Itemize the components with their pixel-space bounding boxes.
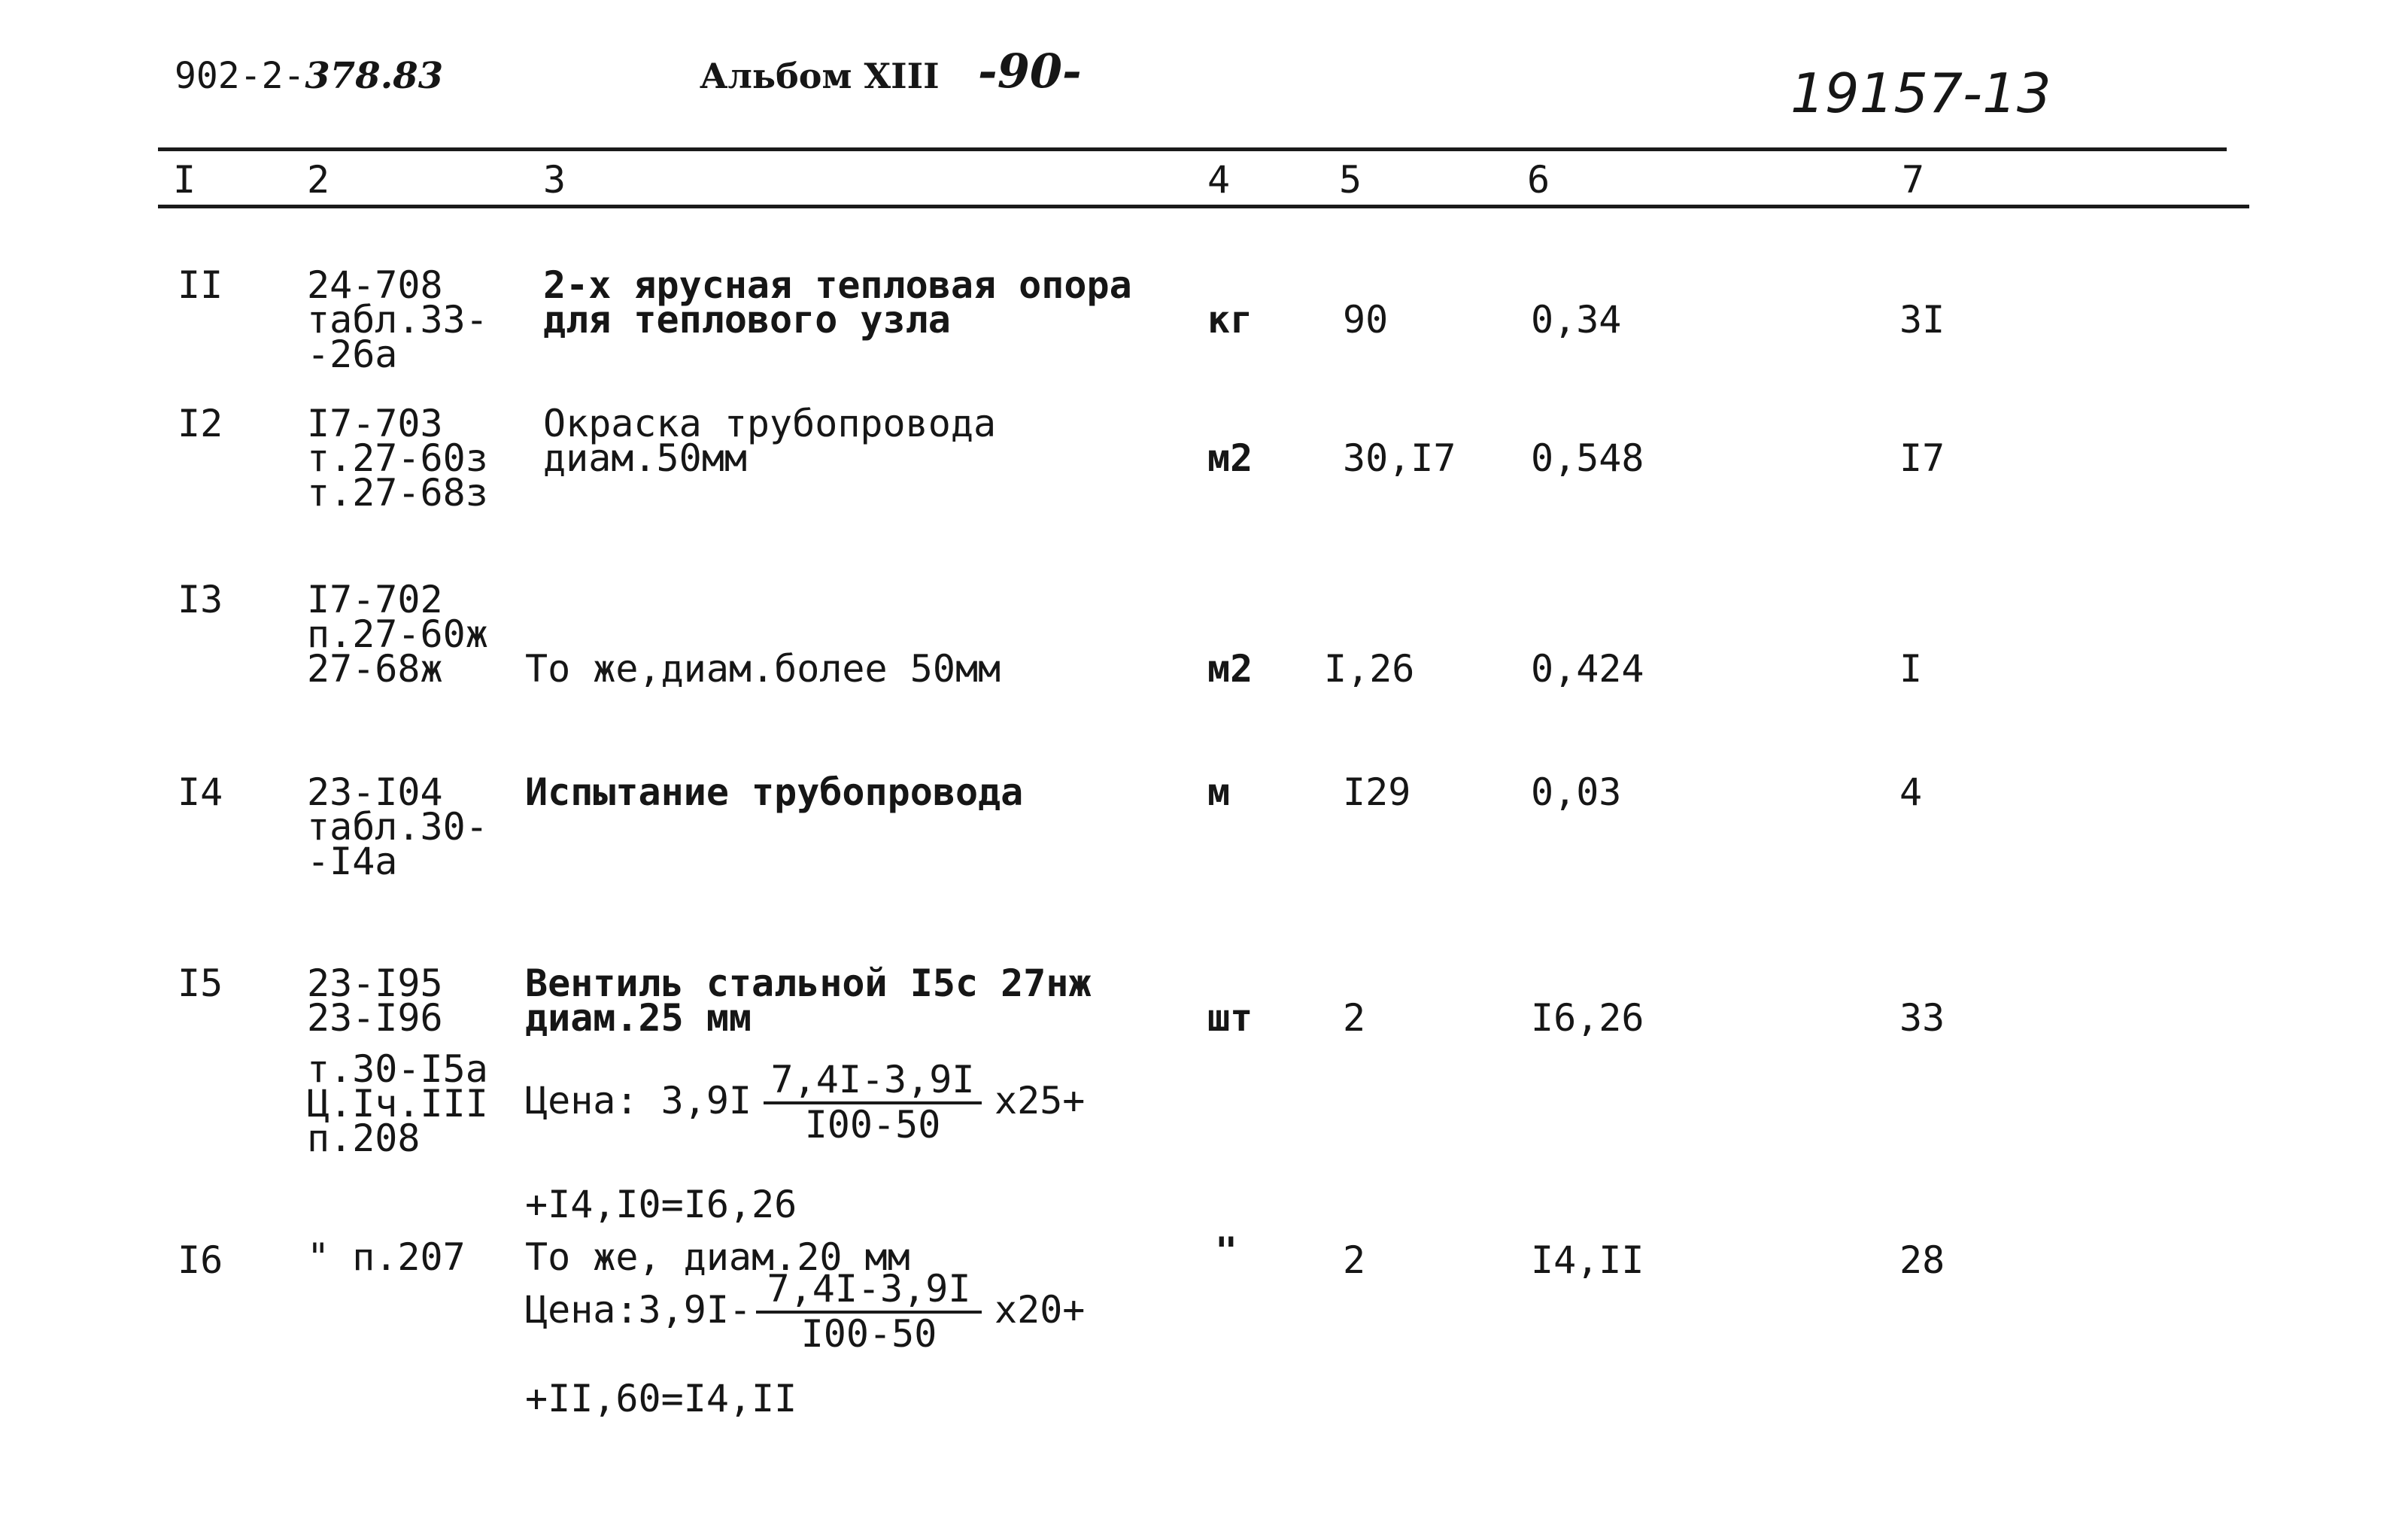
code-line: т.30-I5а [307, 1047, 488, 1091]
album-label: Альбом XIII [700, 56, 940, 96]
column-header-7: 7 [1902, 158, 1925, 202]
code-line: т.27-68з [307, 471, 488, 515]
code-line: I7-702 [307, 578, 443, 621]
column-header-3: 3 [543, 158, 566, 202]
column-header-4: 4 [1207, 158, 1231, 202]
row-number: I2 [178, 402, 223, 445]
column-header-1: I [173, 158, 196, 202]
description-line: диам.25 мм [525, 996, 752, 1040]
code-line: табл.33- [307, 298, 488, 342]
quantity: 90 [1343, 298, 1389, 342]
row-number: I4 [178, 770, 223, 814]
code-line: -I4а [307, 840, 398, 883]
doc-number-prefix: 902-2- [175, 55, 305, 97]
doc-number [175, 55, 444, 97]
doc-number-handwritten: 378.83 [305, 55, 444, 97]
code-line: " п.207 [307, 1235, 466, 1279]
norm-value: 0,03 [1531, 770, 1622, 814]
quantity: 2 [1343, 996, 1366, 1040]
column-header-2: 2 [307, 158, 330, 202]
unit: м2 [1207, 647, 1253, 691]
code-line: 23-I96 [307, 996, 443, 1040]
description-line: 2-х ярусная тепловая опора [543, 263, 1132, 307]
quantity: I,26 [1324, 647, 1415, 691]
description-line: Испытание трубопровода [525, 770, 1024, 814]
quantity: I29 [1343, 770, 1411, 814]
column-header-6: 6 [1527, 158, 1550, 202]
quantity: 30,I7 [1343, 436, 1456, 480]
unit: шт [1207, 996, 1253, 1040]
price-prefix: Цена: 3,9I [525, 1079, 752, 1122]
code-line: -26а [307, 333, 398, 376]
row-number: I6 [178, 1238, 223, 1282]
total-value: 33 [1899, 996, 1945, 1040]
unit: м2 [1207, 436, 1253, 480]
price-prefix: Цена:3,9I- [525, 1288, 752, 1332]
price-suffix: х20+ [994, 1288, 1086, 1332]
total-value: 4 [1899, 770, 1923, 814]
description-line: То же,диам.более 50мм [525, 647, 1001, 691]
total-value: I [1899, 647, 1923, 691]
description-line: диам.50мм [543, 436, 747, 480]
row-number: II [178, 263, 223, 307]
description-line: То же, диам.20 мм [525, 1235, 910, 1279]
norm-value: I6,26 [1531, 996, 1644, 1040]
row-number: I5 [178, 961, 223, 1005]
code-line: 23-I04 [307, 770, 443, 814]
row-number: I3 [178, 578, 223, 621]
fraction-numerator: 7,4I-3,9I [756, 1271, 982, 1314]
sheet-number: 19157-13 [1790, 62, 2051, 125]
price-continuation: +I4,I0=I6,26 [525, 1183, 797, 1226]
description-line: Вентиль стальной I5с 27нж [525, 961, 1092, 1005]
code-line: Ц.Iч.III [307, 1082, 488, 1125]
unit: кг [1207, 298, 1253, 342]
code-line: п.27-60ж [307, 612, 488, 656]
fraction-numerator: 7,4I-3,9I [764, 1062, 982, 1104]
header-bottom-rule [158, 205, 2249, 208]
norm-value: 0,34 [1531, 298, 1622, 342]
fraction-denominator: I00-50 [800, 1312, 937, 1356]
quantity: 2 [1343, 1238, 1366, 1282]
norm-value: 0,424 [1531, 647, 1644, 691]
price-fraction [756, 1267, 982, 1356]
price-suffix: х25+ [994, 1079, 1086, 1122]
column-header-5: 5 [1339, 158, 1362, 202]
description-line: Окраска трубопровода [543, 402, 997, 445]
unit: м [1207, 770, 1231, 814]
code-line: табл.30- [307, 805, 488, 849]
code-line: 24-708 [307, 263, 443, 307]
code-line: п.208 [307, 1116, 421, 1160]
total-value: I7 [1899, 436, 1945, 480]
code-line: 27-68ж [307, 647, 443, 691]
norm-value: 0,548 [1531, 436, 1644, 480]
fraction-denominator: I00-50 [804, 1103, 941, 1147]
total-value: 28 [1899, 1238, 1945, 1282]
page-number: -90- [978, 44, 1082, 99]
price-continuation: +II,60=I4,II [525, 1377, 797, 1420]
description-line: для теплового узла [543, 298, 951, 342]
code-line: 23-I95 [307, 961, 443, 1005]
code-line: I7-703 [307, 402, 443, 445]
total-value: 3I [1899, 298, 1945, 342]
code-line: т.27-60з [307, 436, 488, 480]
header-top-rule [158, 147, 2227, 151]
norm-value: I4,II [1531, 1238, 1644, 1282]
price-fraction [764, 1058, 982, 1147]
ditto-mark: " [1215, 1229, 1238, 1273]
